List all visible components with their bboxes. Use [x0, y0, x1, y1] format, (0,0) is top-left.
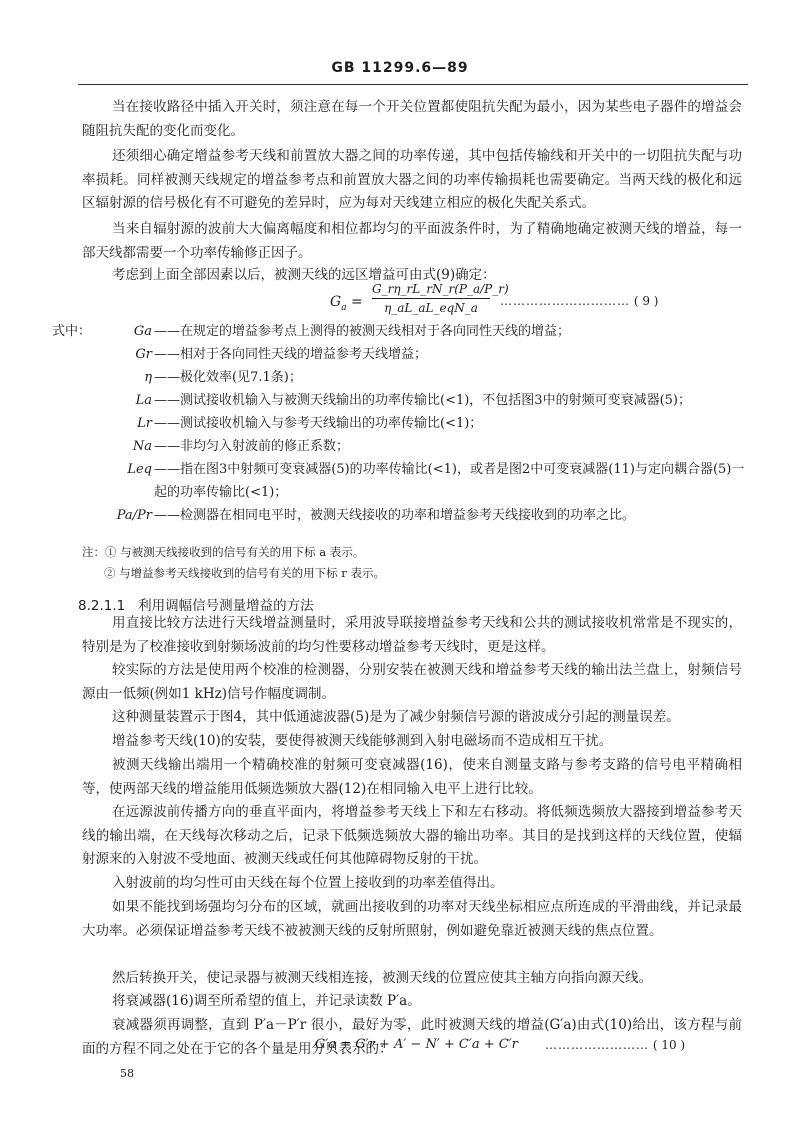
definition-row-na [52, 435, 752, 458]
definition-symbol: Lr [137, 416, 152, 431]
equation-9-leader: ………………………… [500, 294, 630, 308]
paragraph-uniformity: 入射波前的均匀性可由天线在每个位置上接收到的功率差值得出。 [112, 875, 504, 891]
definitions-lead: 式中： [52, 324, 92, 339]
definition-symbol: Gr [135, 347, 152, 362]
note-subscript-r: ② 与增益参考天线接收到的信号有关的用下标 r 表示。 [104, 566, 385, 580]
definition-row-eta [52, 366, 752, 389]
equation-10-number: ( 10 ) [652, 1038, 686, 1052]
section-title: 利用调幅信号测量增益的方法 [138, 598, 314, 614]
paragraph-smooth-curve: 如果不能找到场强均匀分布的区域，就画出接收到的功率对天线坐标相应点所连成的平滑曲线，并记录最大功率。必须保证增益参考天线不被被测天线的反射所照射，例如避免靠近被测天线的焦点位置。 [82, 899, 742, 939]
paragraph-reference-mounting: 增益参考天线(10)的安装，要使得被测天线能够测到入射电磁场而不造成相互干扰。 [112, 733, 613, 749]
paragraph-readjust: 衰减器须再调整，直到 P′a－P′r 很小，最好为零，此时被测天线的增益(G′a)由式(10)给出，该方程与前面的方程不同之处在于它的各个量是用分贝表示的： [82, 1017, 742, 1057]
definition-symbol: La [135, 393, 152, 408]
definition-text: ——测试接收机输入与被测天线输出的功率传输比(<1)，不包括图3中的射频可变衰减器(5)； [154, 393, 691, 408]
definition-symbol: Na [132, 439, 152, 454]
definition-row-leq [52, 458, 752, 504]
paragraph-calibrated-detectors: 较实际的方法是使用两个校准的检测器，分别安装在被测天线和增益参考天线的输出法兰盘上，射频信号源由一低频(例如1 kHz)信号作幅度调制。 [82, 662, 742, 702]
definition-text: ——非均匀入射波前的修正系数； [154, 439, 350, 454]
definition-row-ga [52, 320, 752, 343]
paragraph-power-transfer: 还须细心确定增益参考天线和前置放大器之间的功率传递，其中包括传输线和开关中的一切阻抗失配与功率损耗。同样被测天线规定的增益参考点和前置放大器之间的功率传输损耗也需要确定。当两天线的极化和远区辐射源的信号极化有不可避免的差异时，应为每对天线建立相应的极化失配关系式。 [82, 148, 742, 211]
section-heading [78, 594, 314, 614]
equation-9: $G_a$ = G_rη_rL_rN_r(P_a/P_r) η_aL_aL_eqN_a ………………………… ( 9 ) [330, 282, 659, 315]
definition-symbol: Ga [133, 324, 152, 339]
equation-9-denominator: η_aL_aL_eqN_a [384, 301, 478, 315]
definition-row-la [52, 389, 752, 412]
definition-text: ——极化效率(见7.1条)； [154, 370, 302, 385]
definition-text: ——指在图3中射频可变衰减器(5)的功率传输比(<1)，或者是图2中可变衰减器(11)与定向耦合器(5)一起的功率传输比(<1)； [154, 462, 745, 500]
note-subscript-a: 注：① 与被测天线接收到的信号有关的用下标 a 表示。 [82, 545, 365, 559]
definitions-list [52, 320, 752, 527]
paragraph-correction-factor: 当来自辐射源的波前大大偏离幅度和相位都均匀的平面波条件时，为了精确地确定被测天线的增益，每一部天线都需要一个功率传输修正因子。 [82, 221, 742, 261]
equation-10 [315, 1037, 750, 1059]
paragraph-attenuator-16: 被测天线输出端用一个精确校准的射频可变衰减器(16)，使来自测量支路与参考支路的信号电平精确相等，使两部天线的增益能用低频选频放大器(12)在相同输入电平上进行比较。 [82, 757, 742, 797]
section-number: 8.2.1.1 [78, 598, 126, 614]
definition-symbol: η [144, 370, 152, 385]
paragraph-switch-recorder: 然后转换开关，使记录器与被测天线相连接，被测天线的位置应使其主轴方向指向源天线。 [112, 970, 652, 986]
definition-row-lr [52, 412, 752, 435]
paragraph-set-attenuator: 将衰减器(16)调至所希望的值上，并记录读数 P′a。 [112, 993, 421, 1009]
equation-9-lhs-sub: a [341, 302, 347, 313]
equation-9-lhs: G [330, 294, 342, 310]
equation-10-leader: …………………… [545, 1038, 649, 1052]
equation-9-number: ( 9 ) [633, 294, 659, 308]
paragraph-consider-factors: 考虑到上面全部因素以后，被测天线的远区增益可由式(9)确定： [112, 267, 496, 283]
standard-code-header: GB 11299.6—89 [331, 60, 469, 76]
paragraph-figure4: 这种测量装置示于图4，其中低通滤波器(5)是为了减少射频信号源的谐波成分引起的测量误差。 [112, 709, 680, 725]
equation-9-fraction [372, 282, 509, 315]
header-rule [78, 84, 748, 85]
definition-text: ——相对于各向同性天线的增益参考天线增益； [154, 347, 428, 362]
paragraph-move-reference: 在远源波前传播方向的垂直平面内，将增益参考天线上下和左右移动。将低频选频放大器接到增益参考天线的输出端，在天线每次移动之后，记录下低频选频放大器的输出功率。其目的是找到这样的天线位置，使辐射源来的入射波不受地面、被测天线或任何其他障碍物反射的干扰。 [82, 804, 742, 867]
definition-symbol: Leq [127, 462, 152, 477]
definition-text: ——在规定的增益参考点上测得的被测天线相对于各向同性天线的增益； [154, 324, 571, 339]
definition-row-gr [52, 343, 752, 366]
paragraph-switch-mismatch: 当在接收路径中插入开关时，须注意在每一个开关位置都使阻抗失配为最小，因为某些电子器件的增益会随阻抗失配的变化而变化。 [82, 99, 742, 139]
page-number: 58 [120, 1067, 134, 1080]
paragraph-direct-comparison: 用直接比较方法进行天线增益测量时，采用波导联接增益参考天线和公共的测试接收机常常是不现实的，特别是为了校准接收到射频场波前的均匀性要移动增益参考天线时，更是这样。 [82, 615, 742, 655]
definition-text: ——测试接收机输入与参考天线输出的功率传输比(<1)； [154, 416, 483, 431]
definition-text: ——检测器在相同电平时，被测天线接收的功率和增益参考天线接收到的功率之比。 [154, 508, 636, 523]
equation-10-body: G′a = G′r + A′ − N′ + C′a + C′r [315, 1037, 518, 1052]
equation-9-numerator: G_rη_rL_rN_r(P_a/P_r) [372, 282, 490, 299]
definition-row-pa-pr [52, 504, 752, 527]
definition-symbol: Pa/Pr [116, 508, 152, 523]
